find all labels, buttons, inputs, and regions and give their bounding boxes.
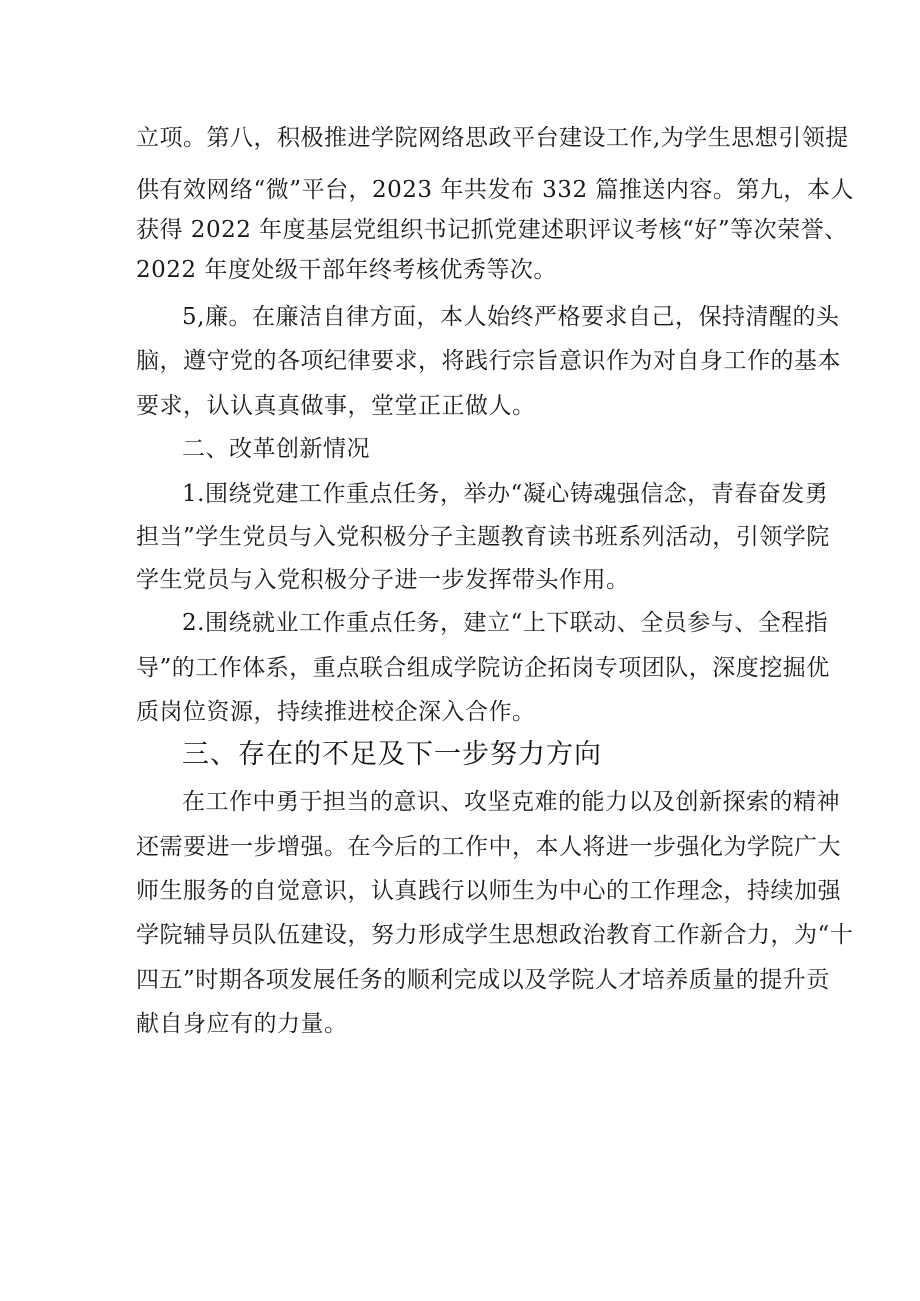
section-heading: 三、存在的不足及下一步努力方向 — [182, 739, 602, 770]
closing-line-4: 学院辅导员队伍建设，努力形成学生思想政治教育工作新合力，为“十 — [136, 922, 854, 948]
closing-line-3: 师生服务的自觉意识，认真践行以师生为中心的工作理念，持续加强 — [136, 878, 841, 904]
paragraph-4-line-2: 导”的工作体系，重点联合组成学院访企拓岗专项团队，深度挖掘优 — [136, 655, 830, 681]
closing-line-5: 四五”时期各项发展任务的顺利完成以及学院人才培养质量的提升贡 — [136, 967, 830, 993]
paragraph-1-line-1: 立项。第八，积极推进学院网络思政平台建设工作,为学生思想引领提 — [136, 125, 849, 151]
subheading-reform: 二、改革创新情况 — [182, 436, 370, 462]
paragraph-2-line-3: 要求，认认真真做事，堂堂正正做人。 — [136, 393, 536, 419]
paragraph-4-line-3: 质岗位资源，持续推进校企深入合作。 — [136, 699, 536, 725]
paragraph-4-line-1: 2.围绕就业工作重点任务，建立“上下联动、全员参与、全程指 — [182, 610, 829, 636]
closing-line-6: 献自身应有的力量。 — [136, 1011, 348, 1037]
paragraph-1-line-4: 2022 年度处级干部年终考核优秀等次。 — [136, 257, 557, 283]
paragraph-3-line-1: 1.围绕党建工作重点任务，举办“凝心铸魂强信念，青春奋发勇 — [182, 481, 829, 507]
paragraph-1-line-3: 获得 2022 年度基层党组织书记抓党建述职评议考核“好”等次荣誉、 — [136, 217, 848, 243]
paragraph-2-line-1: 5,廉。在廉洁自律方面，本人始终严格要求自己，保持清醒的头 — [182, 304, 840, 330]
paragraph-1-line-2: 供有效网络“微”平台，2023 年共发布 332 篇推送内容。第九，本人 — [136, 177, 854, 203]
paragraph-3-line-2: 担当”学生党员与入党积极分子主题教育读书班系列活动，引领学院 — [136, 524, 830, 550]
paragraph-3-line-3: 学生党员与入党积极分子进一步发挥带头作用。 — [136, 567, 630, 593]
paragraph-2-line-2: 脑，遵守党的各项纪律要求，将践行宗旨意识作为对自身工作的基本 — [136, 348, 841, 374]
closing-line-1: 在工作中勇于担当的意识、攻坚克难的能力以及创新探索的精神 — [182, 789, 840, 815]
closing-line-2: 还需要进一步增强。在今后的工作中，本人将进一步强化为学院广大 — [136, 834, 841, 860]
